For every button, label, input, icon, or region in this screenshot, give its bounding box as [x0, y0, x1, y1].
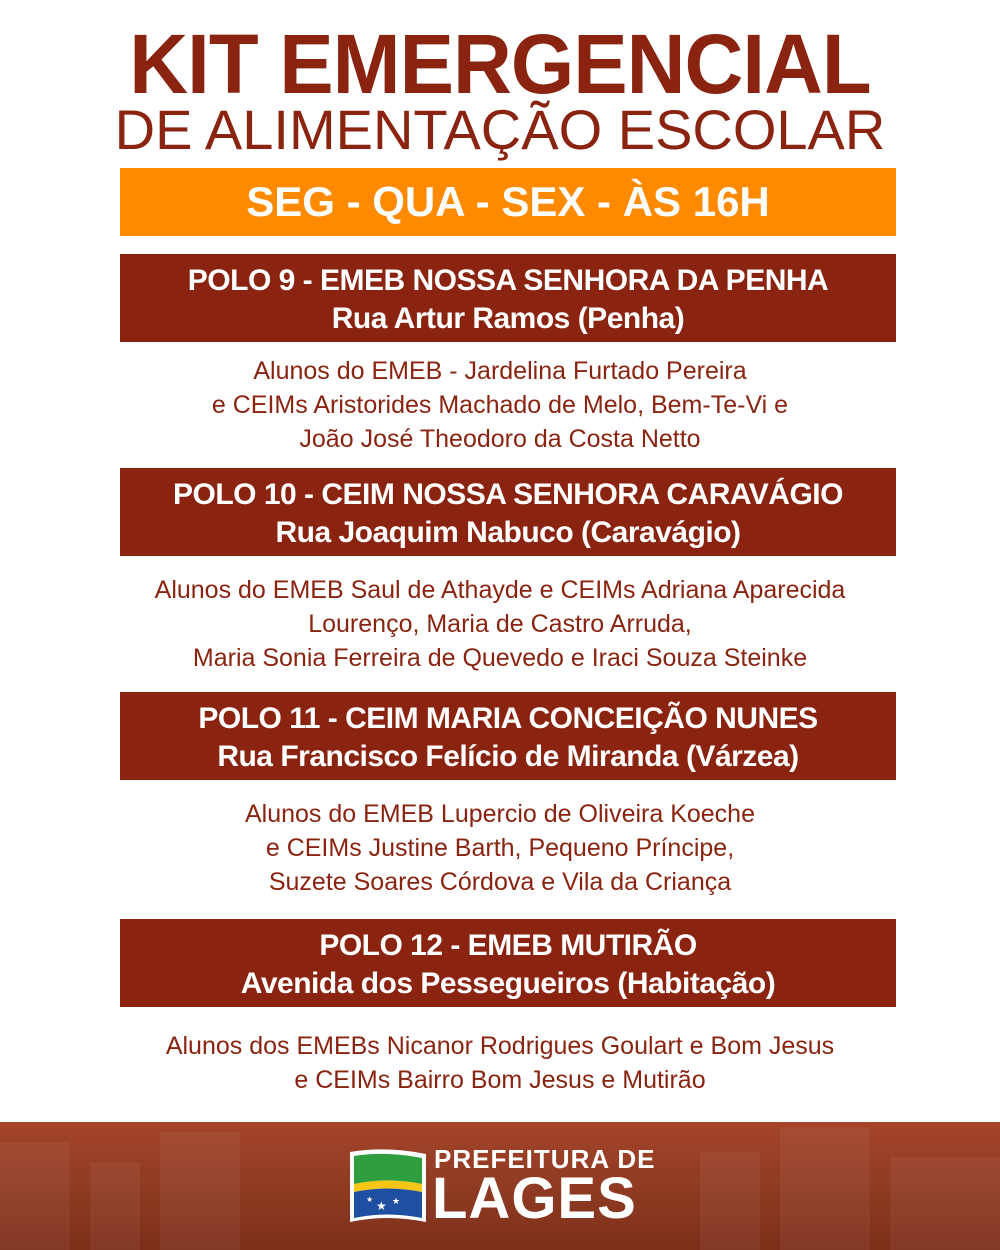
svg-text:★: ★: [392, 1197, 401, 1207]
polo-header: [120, 919, 896, 1007]
polo-name: POLO 11 - CEIM MARIA CONCEIÇÃO NUNES: [198, 702, 818, 735]
polo-address: Avenida dos Pessegueiros (Habitação): [240, 967, 776, 1000]
description-line: João José Theodoro da Costa Netto: [299, 425, 701, 453]
description-line: Alunos dos EMEBs Nicanor Rodrigues Goulart e Bom Jesus: [165, 1032, 835, 1060]
description-line: Alunos do EMEB Saul de Athayde e CEIMs Adriana Aparecida: [154, 576, 846, 604]
logo-line1: PREFEITURA DE: [434, 1144, 656, 1174]
logo-line2: LAGES: [432, 1166, 637, 1231]
polo-header: [120, 692, 896, 780]
polo-description: [0, 1029, 1000, 1097]
polo-description: [0, 573, 1000, 675]
polo-description: [0, 354, 1000, 456]
description-line: Maria Sonia Ferreira de Quevedo e Iraci Souza Steinke: [192, 644, 808, 672]
polo-header: [120, 468, 896, 556]
polo-address: Rua Artur Ramos (Penha): [331, 302, 685, 335]
svg-text:★: ★: [366, 1195, 374, 1204]
description-line: e CEIMs Justine Barth, Pequeno Príncipe,: [265, 834, 735, 862]
description-line: Lourenço, Maria de Castro Arruda,: [308, 610, 692, 638]
description-line: Alunos do EMEB - Jardelina Furtado Pereira: [253, 357, 747, 385]
polo-header: [120, 254, 896, 342]
page-subtitle: DE ALIMENTAÇÃO ESCOLAR: [114, 98, 886, 161]
polo-name: POLO 10 - CEIM NOSSA SENHORA CARAVÁGIO: [173, 478, 843, 511]
description-line: Suzete Soares Córdova e Vila da Criança: [268, 868, 732, 896]
description-line: e CEIMs Bairro Bom Jesus e Mutirão: [294, 1066, 706, 1094]
description-line: Alunos do EMEB Lupercio de Oliveira Koeche: [244, 800, 755, 828]
polo-name: POLO 9 - EMEB NOSSA SENHORA DA PENHA: [187, 264, 829, 297]
description-line: e CEIMs Aristorides Machado de Melo, Bem-Te-Vi e: [211, 391, 789, 419]
polo-description: [0, 797, 1000, 899]
schedule-banner: SEG - QUA - SEX - ÀS 16H: [120, 168, 896, 236]
polo-address: Rua Francisco Felício de Miranda (Várzea): [217, 740, 799, 773]
svg-text:★: ★: [376, 1199, 387, 1213]
polo-address: Rua Joaquim Nabuco (Caravágio): [275, 516, 741, 549]
page-title: KIT EMERGENCIAL: [129, 17, 871, 111]
polo-name: POLO 12 - EMEB MUTIRÃO: [319, 929, 697, 962]
